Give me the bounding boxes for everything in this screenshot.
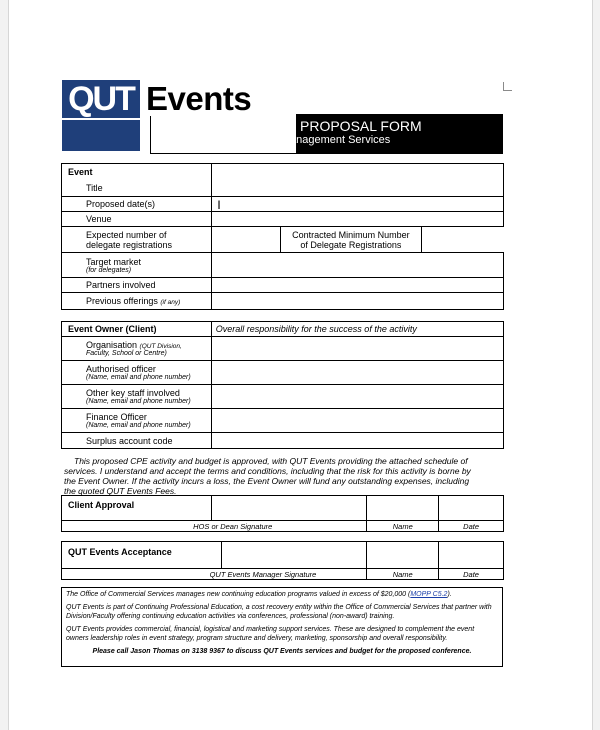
banner-subtitle: anagement Services [290,134,391,146]
venue-label: Venue [62,212,212,227]
client-name-caption: Name [367,521,439,532]
target-input[interactable] [211,253,503,278]
client-name-field[interactable] [367,496,439,521]
finance-officer-label [62,409,212,433]
surplus-label: Surplus account code [62,433,212,449]
client-date-caption: Date [439,521,504,532]
info-p1-text: The Office of Commercial Services manages new continuing education programs valued in excess of $20,000 ( [66,591,411,598]
client-date-field[interactable] [439,496,504,521]
manager-signature-caption: QUT Events Manager Signature [62,569,367,580]
header-rule [150,116,297,154]
proposal-banner [290,114,503,154]
mopp-link[interactable]: MOPP C5.2 [410,591,448,598]
partners-input[interactable] [211,278,503,293]
authorised-officer-input[interactable] [211,361,503,385]
auth-label-sub: (Name, email and phone number) [86,374,191,381]
info-paragraph-3: QUT Events provides commercial, financial, logistical and marketing support services. These are designed to complement the event owners leadership roles in event strategy, program structure and delivery, marketing, sponsorship and overall responsibility. [66,626,475,642]
min-delegates-label [280,227,422,253]
client-signature-field[interactable] [211,496,367,521]
title-input[interactable] [211,164,503,197]
org-label-text: Organisation [86,340,138,350]
min-label-line2: of Delegate Registrations [300,239,402,250]
organisation-label [62,337,212,361]
owner-heading-note: Overall responsibility for the success of the activity [211,322,503,337]
event-heading: Event [62,164,212,181]
staff-label-text: Other key staff involved [86,388,180,398]
delegates-input[interactable] [211,227,280,253]
key-staff-label [62,385,212,409]
info-paragraph-2: QUT Events is part of Continuing Professional Education, a cost recovery entity within the Office of Commercial Services that partner with Division/Faculty offering continuing education activities via conferences, professional (non-award) training. [66,604,492,620]
venue-input[interactable] [211,212,503,227]
client-approval-table [61,495,504,532]
owner-heading: Event Owner (Client) [62,322,212,337]
previous-label-sub: (if any) [160,299,181,306]
org-label-sub2: Faculty, School or Centre) [86,350,167,357]
delegates-label-line2: delegate registrations [86,239,173,250]
min-delegates-input[interactable] [422,227,504,253]
manager-date-field[interactable] [439,542,504,569]
info-box [61,587,503,667]
org-label-sub1: (QUT Division, [139,343,182,350]
owner-table [61,321,504,449]
delegates-label-line1: Expected number of [86,229,167,240]
logo-divider [62,118,140,120]
staff-label-sub: (Name, email and phone number) [86,398,191,405]
target-label-text: Target market [86,256,142,267]
min-label-line1: Contracted Minimum Number [292,229,410,240]
partners-label: Partners involved [62,278,212,293]
finance-label-text: Finance Officer [86,412,147,422]
notice-line3: the Event Owner. If the activity incurs a loss, the Event Owner will fund any outstanding expenses, including [64,476,470,486]
organisation-input[interactable] [211,337,503,361]
contact-call: Please call Jason Thomas on 3138 9367 to discuss QUT Events services and budget for the proposed conference. [92,648,472,655]
client-signature-caption: HOS or Dean Signature [62,521,367,532]
events-acceptance-heading: QUT Events Acceptance [62,542,222,569]
manager-name-field[interactable] [367,542,439,569]
delegates-label [62,227,212,253]
page-title: Events [146,80,252,117]
manager-name-caption: Name [367,569,439,580]
previous-label-text: Previous offerings [86,296,158,306]
logo-text: QUT [68,79,134,118]
previous-input[interactable] [211,293,503,310]
previous-label [62,293,212,310]
manager-signature-field[interactable] [221,542,367,569]
info-p1-end: ). [447,591,452,598]
target-label [62,253,212,278]
client-approval-heading: Client Approval [62,496,212,521]
notice-line2: services. I understand and accept the terms and conditions, including that the risk for this activity is borne by [64,466,471,476]
event-table [61,163,504,310]
finance-officer-input[interactable] [211,409,503,433]
notice-line4: the quoted QUT Events Fees. [64,486,177,496]
page-corner-mark [503,82,512,91]
approval-notice [64,456,504,496]
title-label: Title [62,181,212,197]
finance-label-sub: (Name, email and phone number) [86,422,191,429]
qut-logo [62,80,140,151]
auth-label-text: Authorised officer [86,364,156,374]
authorised-officer-label [62,361,212,385]
target-label-sub: (for delegates) [86,266,132,274]
manager-date-caption: Date [439,569,504,580]
info-paragraph-1 [66,590,498,599]
surplus-input[interactable] [211,433,503,449]
banner-title: PROPOSAL FORM [300,118,422,134]
events-acceptance-table [61,541,504,580]
dates-input[interactable]: | [211,197,503,212]
key-staff-input[interactable] [211,385,503,409]
dates-label: Proposed date(s) [62,197,212,212]
notice-line1: This proposed CPE activity and budget is approved, with QUT Events providing the attached schedule of [74,456,468,466]
